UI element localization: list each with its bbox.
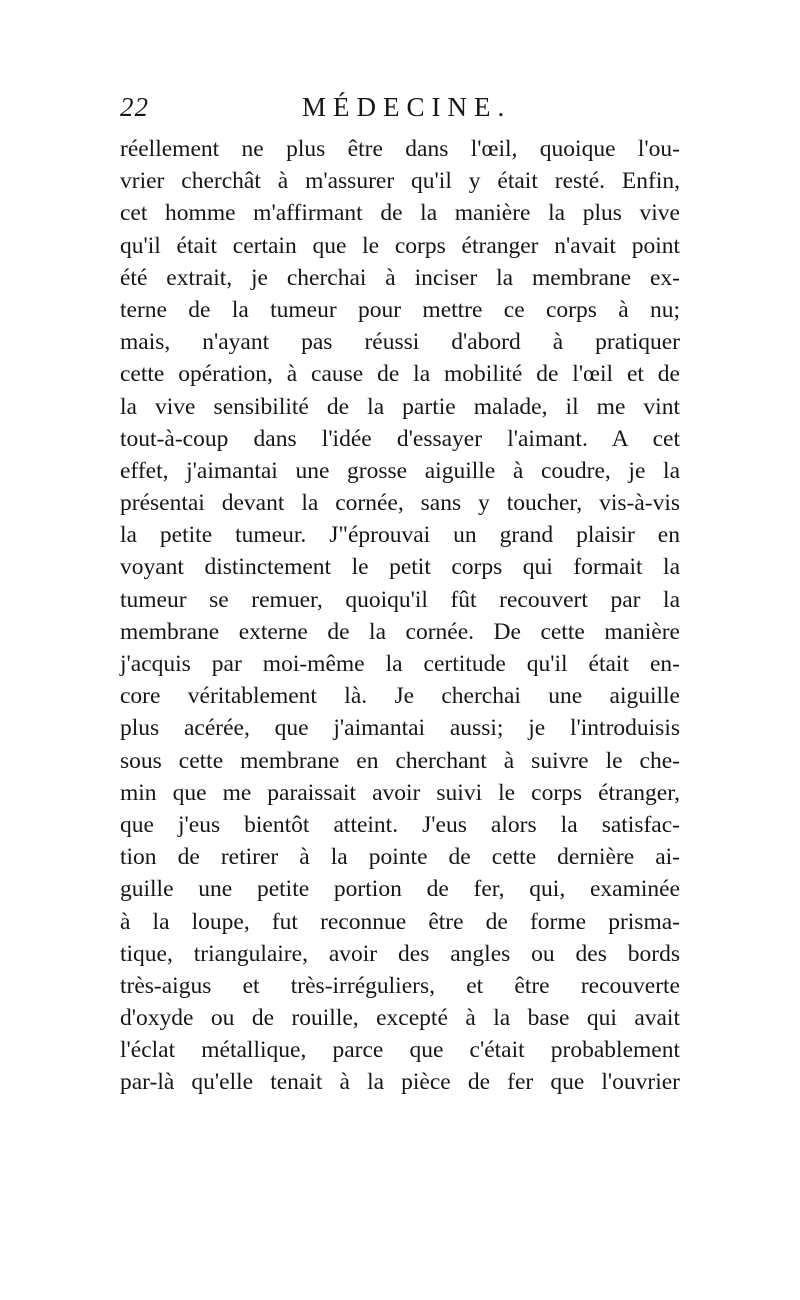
text-line: tumeur se remuer, quoiqu'il fût recouvert par la [120, 586, 680, 613]
text-line: cet homme m'affirmant de la manière la plus vive [120, 200, 680, 227]
text-line: à la loupe, fut reconnue être de forme prisma- [120, 908, 680, 935]
text-line: effet, j'aimantai une grosse aiguille à coudre, je la [120, 457, 680, 484]
text-line: j'acquis par moi-même la certitude qu'il était en- [120, 651, 680, 677]
text-line: tique, triangulaire, avoir des angles ou des bords [120, 940, 680, 967]
text-line: d'oxyde ou de rouille, excepté à la base qui avait [120, 1005, 680, 1032]
text-line: réellement ne plus être dans l'œil, quoique l'ou- [120, 136, 680, 162]
running-head: MÉDECINE. [302, 92, 512, 122]
text-line: mais, n'ayant pas réussi d'abord à pratiquer [120, 329, 680, 356]
text-line: été extrait, je cherchai à inciser la membrane ex- [120, 264, 680, 291]
text-line: guille une petite portion de fer, qui, examinée [120, 876, 680, 903]
text-line: tion de retirer à la pointe de cette dernière ai- [120, 844, 680, 871]
text-line: sous cette membrane en cherchant à suivre le che- [120, 747, 680, 774]
text-line: plus acérée, que j'aimantai aussi; je l'introduisis [120, 715, 680, 742]
page-number: 22 [120, 92, 149, 122]
text-line: vrier cherchât à m'assurer qu'il y était resté. Enfin, [120, 168, 680, 195]
text-line: cette opération, à cause de la mobilité de l'œil et de [120, 361, 680, 388]
text-line: que j'eus bientôt atteint. J'eus alors la satisfac- [120, 811, 680, 838]
text-line: membrane externe de la cornée. De cette manière [120, 618, 680, 645]
body-text [120, 133, 680, 1099]
text-line: qu'il était certain que le corps étranger n'avait point [120, 232, 680, 259]
text-line: la vive sensibilité de la partie malade, il me vint [120, 393, 680, 420]
text-line: présentai devant la cornée, sans y toucher, vis-à-vis [120, 490, 680, 517]
text-line: core véritablement là. Je cherchai une aiguille [120, 683, 680, 710]
text-line: tout-à-coup dans l'idée d'essayer l'aimant. A cet [120, 425, 680, 452]
text-line: terne de la tumeur pour mettre ce corps à nu; [120, 296, 680, 323]
text-line: min que me paraissait avoir suivi le corps étranger, [120, 779, 680, 806]
text-line: l'éclat métallique, parce que c'était probablement [120, 1037, 680, 1064]
text-line: par-là qu'elle tenait à la pièce de fer que l'ouvrier [120, 1069, 680, 1096]
page-header [120, 92, 680, 132]
text-line: la petite tumeur. J"éprouvai un grand plaisir en [120, 522, 680, 549]
text-line: très-aigus et très-irréguliers, et être recouverte [120, 972, 680, 999]
text-line: voyant distinctement le petit corps qui formait la [120, 554, 680, 581]
